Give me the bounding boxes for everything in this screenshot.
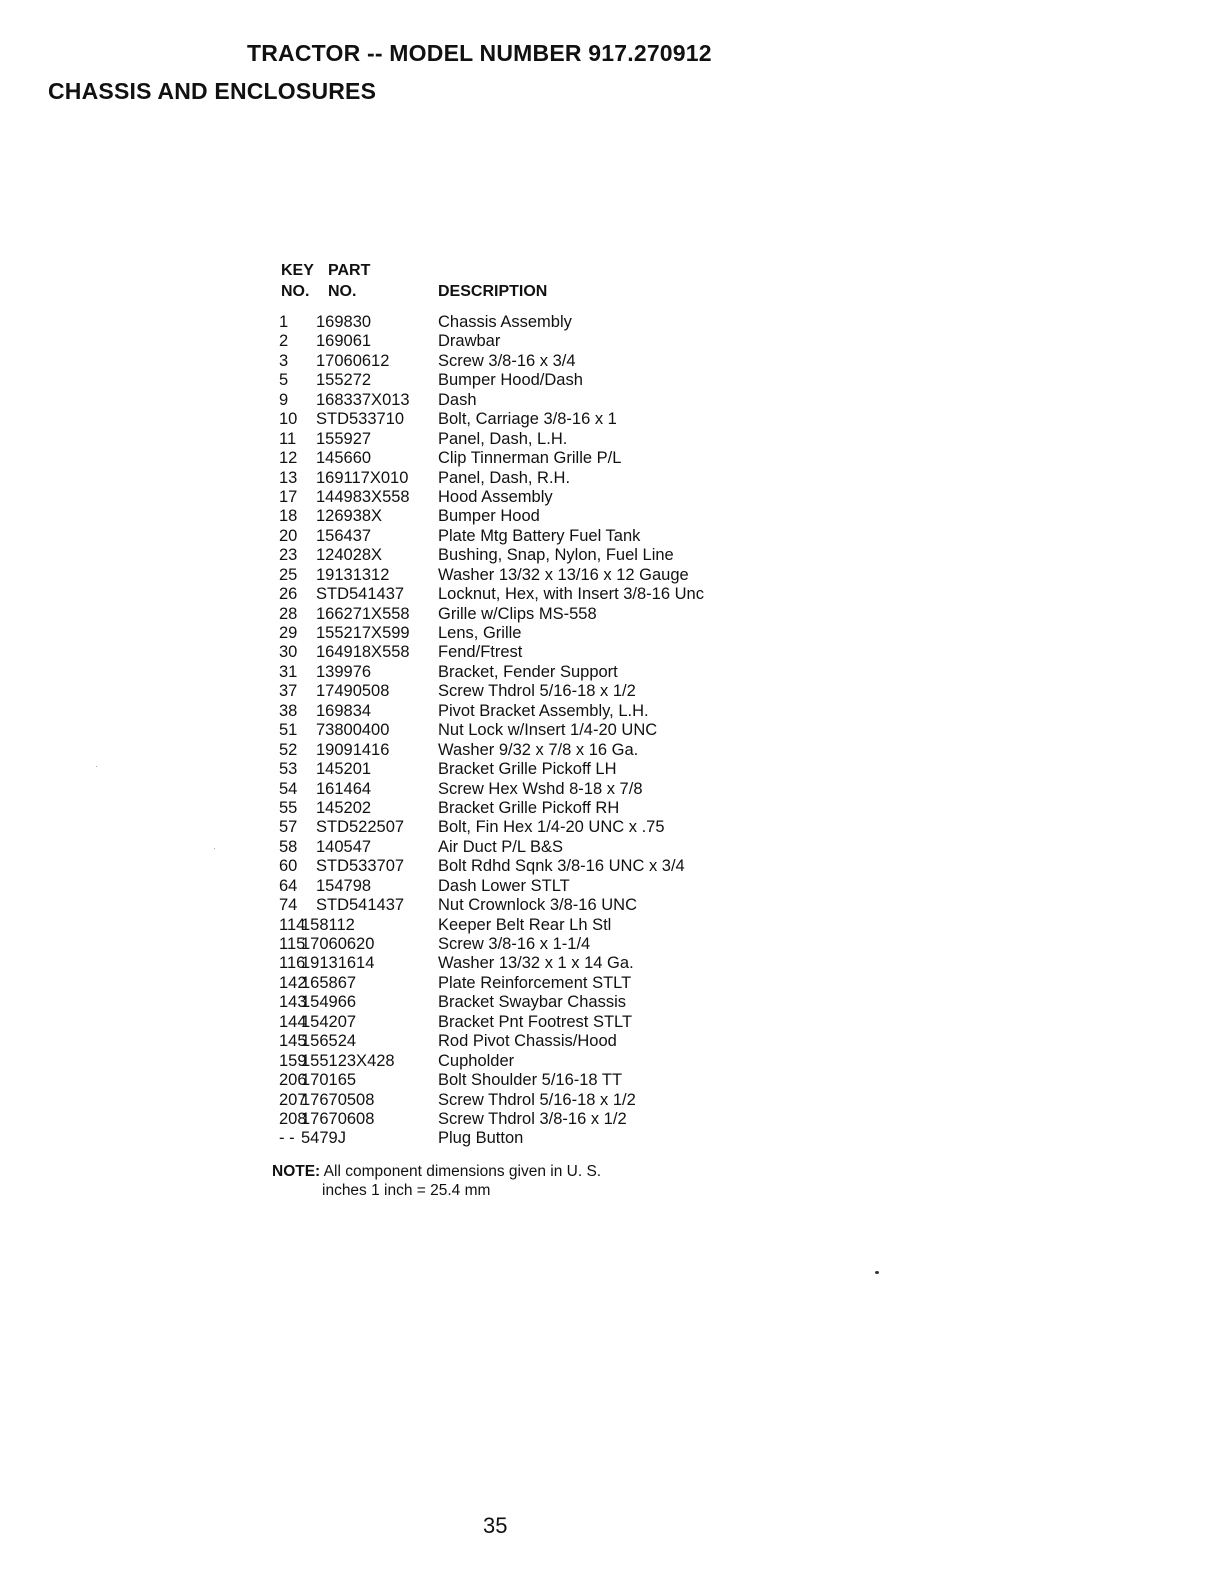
key-no-cell: 53 <box>279 760 298 779</box>
description-cell: Bolt, Fin Hex 1/4-20 UNC x .75 <box>438 818 665 837</box>
dimension-note <box>272 1162 601 1200</box>
key-no-cell: 37 <box>279 682 298 701</box>
part-no-cell: 17060620 <box>301 935 375 953</box>
description-cell: Panel, Dash, L.H. <box>438 429 568 448</box>
part-no-cell: 154207 <box>301 1012 357 1031</box>
part-no-cell: 169834 <box>316 701 372 720</box>
part-no-cell: 154966 <box>301 993 357 1012</box>
key-no-cell: 52 <box>279 740 298 759</box>
description-cell: Washer 9/32 x 7/8 x 16 Ga. <box>438 740 639 759</box>
header-part-label: PART <box>328 262 371 279</box>
part-no-cell: 19131614 <box>301 954 375 973</box>
part-no-cell: 19091416 <box>316 740 390 759</box>
part-no-cell: 170165 <box>301 1071 357 1090</box>
part-no-cell: 165867 <box>301 973 357 992</box>
description-cell: Chassis Assembly <box>438 313 572 331</box>
key-no-cell: 145 <box>279 1032 307 1051</box>
description-cell: Screw Thdrol 3/8-16 x 1/2 <box>438 1109 627 1128</box>
key-no-cell: - - <box>279 1129 295 1148</box>
part-no-cell: 164918X558 <box>316 643 410 662</box>
key-no-cell: 18 <box>279 507 298 526</box>
key-no-cell: 2 <box>279 332 289 351</box>
description-cell: Air Duct P/L B&S <box>438 837 564 856</box>
note-label: NOTE: <box>272 1163 321 1180</box>
description-cell: Bracket Pnt Footrest STLT <box>438 1012 633 1031</box>
part-no-cell: STD522507 <box>316 818 405 837</box>
key-no-cell: 144 <box>279 1012 307 1031</box>
description-cell: Dash <box>438 390 477 409</box>
part-no-cell: 155927 <box>316 429 372 448</box>
description-cell: Screw Thdrol 5/16-18 x 1/2 <box>438 1090 636 1109</box>
description-cell: Grille w/Clips MS-558 <box>438 604 597 623</box>
part-no-cell: STD533710 <box>316 410 405 429</box>
key-no-cell: 58 <box>279 837 298 856</box>
scan-speck <box>875 1271 879 1274</box>
key-no-cell: 29 <box>279 624 298 642</box>
part-no-cell: 144983X558 <box>316 487 410 506</box>
key-no-cell: 12 <box>279 449 298 468</box>
part-no-cell: 17670508 <box>301 1090 375 1109</box>
key-no-cell: 143 <box>279 993 307 1012</box>
part-no-cell: 169117X010 <box>316 468 409 487</box>
key-no-cell: 74 <box>279 896 298 915</box>
part-no-cell: 158112 <box>301 915 355 934</box>
part-no-cell: 145202 <box>316 798 372 817</box>
description-cell: Bracket Grille Pickoff LH <box>438 760 617 779</box>
description-cell: Keeper Belt Rear Lh Stl <box>438 915 612 934</box>
key-no-cell: 31 <box>279 662 298 681</box>
header-description-label: DESCRIPTION <box>438 283 548 300</box>
key-no-cell: 25 <box>279 565 298 584</box>
key-no-cell: 159 <box>279 1051 307 1070</box>
description-cell: Bracket Swaybar Chassis <box>438 993 626 1012</box>
scan-speck <box>96 766 97 767</box>
part-no-cell: 155123X428 <box>301 1051 395 1070</box>
page-title: TRACTOR -- MODEL NUMBER 917.270912 <box>247 40 712 66</box>
part-no-cell: 145660 <box>316 449 372 468</box>
key-no-cell: 64 <box>279 876 298 895</box>
key-no-cell: 55 <box>279 798 298 817</box>
part-no-cell: STD533707 <box>316 857 405 876</box>
key-no-cell: 3 <box>279 351 289 370</box>
key-no-cell: 30 <box>279 643 298 662</box>
description-cell: Locknut, Hex, with Insert 3/8-16 Unc <box>438 585 704 604</box>
part-no-cell: 5479J <box>301 1129 346 1148</box>
description-cell: Lens, Grille <box>438 624 522 642</box>
description-cell: Plug Button <box>438 1129 524 1148</box>
part-no-cell: 124028X <box>316 546 383 565</box>
key-no-cell: 28 <box>279 604 298 623</box>
description-cell: Dash Lower STLT <box>438 876 570 895</box>
part-no-cell: 17670608 <box>301 1109 375 1128</box>
key-no-cell: 114 <box>279 915 306 934</box>
part-no-cell: STD541437 <box>316 896 405 915</box>
key-no-cell: 208 <box>279 1109 307 1128</box>
key-no-cell: 17 <box>279 487 298 506</box>
scan-speck <box>214 848 215 849</box>
note-line-1: All component dimensions given in U. S. <box>323 1163 602 1180</box>
key-no-cell: 20 <box>279 526 298 545</box>
description-cell: Screw Thdrol 5/16-18 x 1/2 <box>438 682 636 701</box>
description-cell: Plate Mtg Battery Fuel Tank <box>438 526 641 545</box>
part-no-cell: 168337X013 <box>316 390 410 409</box>
page-number: 35 <box>483 1513 508 1538</box>
description-cell: Bolt Shoulder 5/16-18 TT <box>438 1071 623 1090</box>
header-key-label: KEY <box>281 262 314 279</box>
description-cell: Rod Pivot Chassis/Hood <box>438 1032 617 1051</box>
part-no-cell: 155217X599 <box>316 624 410 642</box>
description-cell: Bolt Rdhd Sqnk 3/8-16 UNC x 3/4 <box>438 857 685 876</box>
description-cell: Hood Assembly <box>438 487 553 506</box>
description-cell: Plate Reinforcement STLT <box>438 973 632 992</box>
part-no-cell: 17060612 <box>316 351 390 370</box>
key-no-cell: 60 <box>279 857 298 876</box>
key-no-cell: 115 <box>279 935 306 953</box>
description-cell: Screw 3/8-16 x 3/4 <box>438 351 576 370</box>
description-cell: Panel, Dash, R.H. <box>438 468 571 487</box>
key-no-cell: 57 <box>279 818 298 837</box>
key-no-cell: 23 <box>279 546 298 565</box>
description-cell: Pivot Bracket Assembly, L.H. <box>438 701 649 720</box>
description-cell: Bumper Hood <box>438 507 540 526</box>
description-cell: Drawbar <box>438 332 501 351</box>
part-no-cell: 161464 <box>316 779 372 798</box>
part-no-cell: 156524 <box>301 1032 357 1051</box>
description-cell: Bushing, Snap, Nylon, Fuel Line <box>438 546 674 565</box>
description-cell: Nut Crownlock 3/8-16 UNC <box>438 896 637 915</box>
header-key-no-label: NO. <box>281 283 310 300</box>
key-no-cell: 206 <box>279 1071 307 1090</box>
part-no-cell: 156437 <box>316 526 372 545</box>
description-cell: Bumper Hood/Dash <box>438 371 583 390</box>
part-no-cell: 155272 <box>316 371 372 390</box>
part-no-cell: STD541437 <box>316 585 405 604</box>
key-no-cell: 207 <box>279 1090 307 1109</box>
part-no-cell: 19131312 <box>316 565 390 584</box>
part-no-cell: 73800400 <box>316 721 390 740</box>
description-cell: Washer 13/32 x 13/16 x 12 Gauge <box>438 565 689 584</box>
description-cell: Bracket Grille Pickoff RH <box>438 798 620 817</box>
key-no-cell: 51 <box>279 721 298 740</box>
part-no-cell: 139976 <box>316 662 372 681</box>
part-no-cell: 169830 <box>316 313 372 331</box>
key-no-cell: 5 <box>279 371 289 390</box>
part-no-cell: 166271X558 <box>316 604 410 623</box>
key-no-cell: 38 <box>279 701 298 720</box>
part-no-cell: 140547 <box>316 837 372 856</box>
description-cell: Clip Tinnerman Grille P/L <box>438 449 622 468</box>
section-title: CHASSIS AND ENCLOSURES <box>48 78 377 104</box>
description-cell: Screw Hex Wshd 8-18 x 7/8 <box>438 779 643 798</box>
description-cell: Cupholder <box>438 1051 515 1070</box>
key-no-cell: 1 <box>279 313 289 331</box>
key-no-cell: 26 <box>279 585 298 604</box>
header-part-no-label: NO. <box>328 283 357 300</box>
key-no-cell: 11 <box>279 429 297 448</box>
key-no-cell: 10 <box>279 410 298 429</box>
description-cell: Fend/Ftrest <box>438 643 523 662</box>
key-no-cell: 116 <box>279 954 306 973</box>
description-cell: Nut Lock w/Insert 1/4-20 UNC <box>438 721 658 740</box>
description-cell: Washer 13/32 x 1 x 14 Ga. <box>438 954 634 973</box>
part-no-cell: 154798 <box>316 876 372 895</box>
description-cell: Bracket, Fender Support <box>438 662 618 681</box>
key-no-cell: 9 <box>279 390 289 409</box>
part-no-cell: 17490508 <box>316 682 390 701</box>
description-cell: Bolt, Carriage 3/8-16 x 1 <box>438 410 617 429</box>
part-no-cell: 126938X <box>316 507 383 526</box>
note-line-2: inches 1 inch = 25.4 mm <box>322 1182 491 1199</box>
part-no-cell: 145201 <box>316 760 372 779</box>
key-no-cell: 142 <box>279 973 307 992</box>
key-no-cell: 54 <box>279 779 298 798</box>
part-no-cell: 169061 <box>316 332 372 351</box>
description-cell: Screw 3/8-16 x 1-1/4 <box>438 935 591 953</box>
key-no-cell: 13 <box>279 468 298 487</box>
